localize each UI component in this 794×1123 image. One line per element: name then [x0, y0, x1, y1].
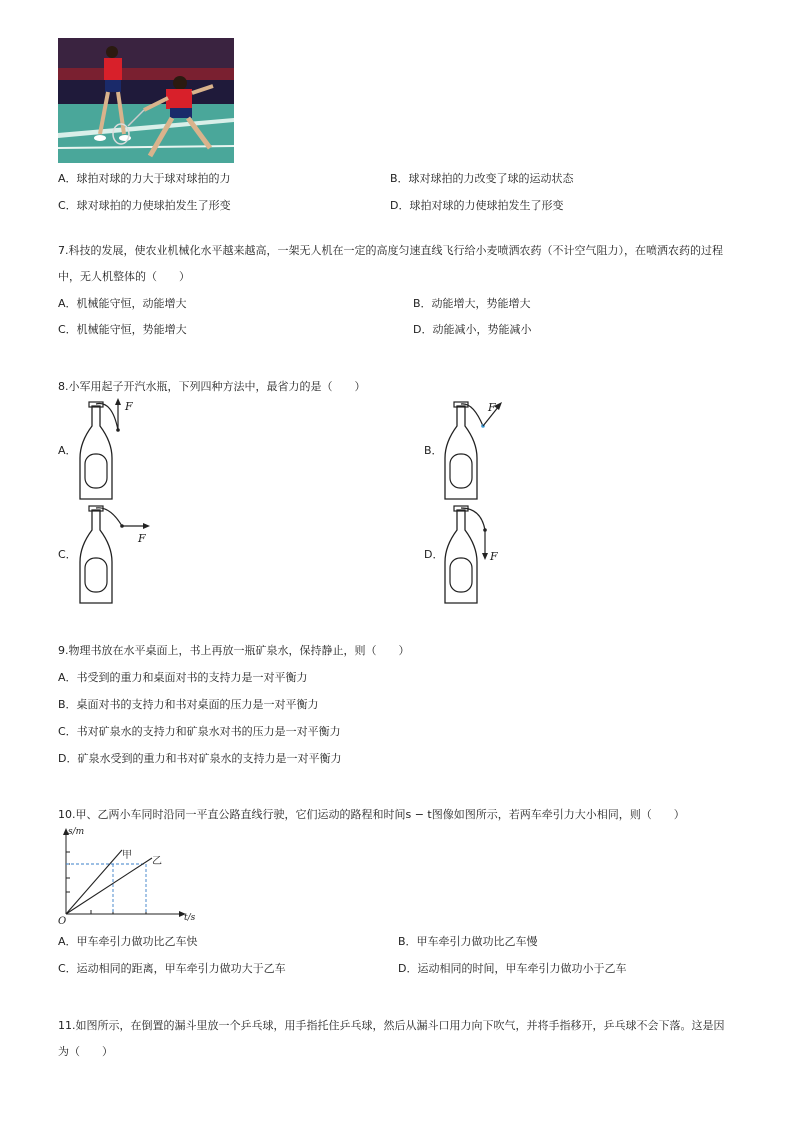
q9-option-c: C．书对矿泉水的支持力和矿泉水对书的压力是一对平衡力: [58, 725, 341, 738]
q7-stem-line1: 7.科技的发展，使农业机械化水平越来越高，一架无人机在一定的高度匀速直线飞行给小麦喷洒农药（不计空气阻力），在喷洒农药的过程: [58, 244, 723, 257]
q10-st-graph: [54, 822, 204, 926]
q9-option-d: D．矿泉水受到的重力和书对矿泉水的支持力是一对平衡力: [58, 752, 342, 765]
q8-bottle-figure-b: [437, 396, 517, 504]
q7-stem-line2: 中，无人机整体的（ ）: [58, 270, 190, 283]
q8-force-label-c: F: [138, 532, 146, 545]
q8-option-b-label: B．: [424, 444, 443, 457]
q6-option-a: A．球拍对球的力大于球对球拍的力: [58, 172, 231, 185]
q10-option-d: D．运动相同的时间，甲车牵引力做功小于乙车: [398, 962, 627, 975]
q10-graph-line-yi: 乙: [152, 856, 162, 867]
q6-option-d: D．球拍对球的力使球拍发生了形变: [390, 199, 564, 212]
q10-graph-y-label: s/m: [68, 827, 85, 837]
q10-option-b: B．甲车牵引力做功比乙车慢: [398, 935, 538, 948]
q7-option-a: A．机械能守恒，动能增大: [58, 297, 187, 310]
q11-stem-line1: 11.如图所示，在倒置的漏斗里放一个乒乓球，用手指托住乒乓球，然后从漏斗口用力向下吹气，并将手指移开，乒乓球不会下落。这是因: [58, 1019, 725, 1032]
q10-graph-line-jia: 甲: [122, 850, 132, 861]
q7-option-c: C．机械能守恒，势能增大: [58, 323, 187, 336]
q9-option-b: B．桌面对书的支持力和书对桌面的压力是一对平衡力: [58, 698, 319, 711]
q8-bottle-figure-d: [437, 500, 517, 608]
q10-option-c: C．运动相同的距离，甲车牵引力做功大于乙车: [58, 962, 286, 975]
q10-graph-x-label: t/s: [184, 913, 196, 923]
q10-option-a: A．甲车牵引力做功比乙车快: [58, 935, 198, 948]
q8-bottle-figure-a: [72, 396, 152, 504]
q8-force-label-a: F: [125, 400, 133, 413]
q10-graph-origin: O: [58, 916, 67, 926]
q8-force-label-b: F: [488, 401, 496, 414]
badminton-photo: [58, 38, 234, 163]
q8-bottle-figure-c: [72, 500, 162, 608]
q8-option-a-label: A．: [58, 444, 77, 457]
q8-stem: 8.小军用起子开汽水瓶，下列四种方法中，最省力的是（ ）: [58, 380, 366, 393]
q9-stem: 9.物理书放在水平桌面上，书上再放一瓶矿泉水，保持静止，则（ ）: [58, 644, 410, 657]
q8-force-label-d: F: [490, 550, 498, 563]
q8-option-c-label: C．: [58, 548, 77, 561]
q7-option-d: D．动能减小，势能减小: [413, 323, 532, 336]
q10-stem: 10.甲、乙两小车同时沿同一平直公路直线行驶，它们运动的路程和时间s − t图像如图所示，若两车牵引力大小相同，则（ ）: [58, 808, 685, 821]
q9-option-a: A．书受到的重力和桌面对书的支持力是一对平衡力: [58, 671, 308, 684]
q6-option-c: C．球对球拍的力使球拍发生了形变: [58, 199, 231, 212]
q8-option-d-label: D．: [424, 548, 444, 561]
q7-option-b: B．动能增大，势能增大: [413, 297, 531, 310]
q11-stem-line2: 为（ ）: [58, 1045, 113, 1058]
q6-option-b: B．球对球拍的力改变了球的运动状态: [390, 172, 574, 185]
